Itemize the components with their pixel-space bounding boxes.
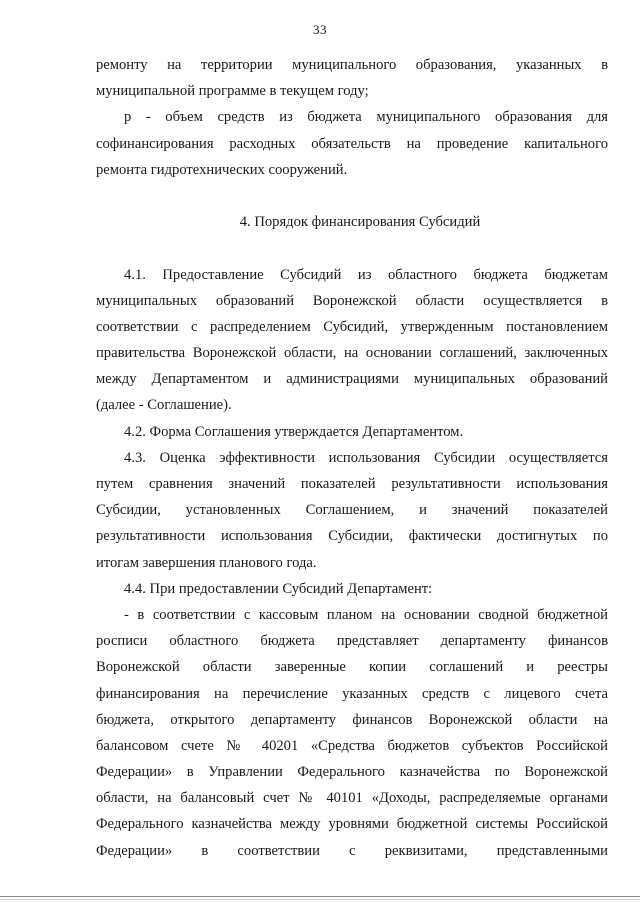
text-line: ремонту на территории муниципального образования, указанных в (96, 57, 608, 73)
text-line: софинансирования расходных обязательств на проведение капитального (96, 135, 608, 152)
text-line: 4.1. Предоставление Субсидий из областного бюджета бюджетам (124, 266, 608, 283)
document-body (96, 52, 608, 864)
text-line: Федерации» в Управлении Федерального казначейства по Воронежской (96, 764, 608, 781)
bottom-edge-line (0, 899, 640, 900)
text-line: Воронежской области заверенные копии соглашений и реестры (96, 659, 608, 676)
text-line: финансирования на перечисление указанных средств с лицевого счета (96, 685, 608, 702)
text-line: между Департаментом и администрациями муниципальных образований (96, 371, 608, 388)
text-line: Субсидии, установленных Соглашением, и значений показателей (96, 502, 608, 519)
text-line: муниципальных образований Воронежской области осуществляется в (96, 292, 608, 309)
text-line: Федерации» в соответствии с реквизитами, представленными (96, 842, 608, 859)
bottom-edge-line (0, 896, 640, 897)
text-line: 4.3. Оценка эффективности использования Субсидии осуществляется (124, 449, 608, 466)
page-number: 33 (313, 22, 327, 37)
text-line: (далее - Соглашение). (96, 397, 232, 414)
text-line: Федерального казначейства между уровнями бюджетной системы Российской (96, 816, 608, 833)
text-line: р - объем средств из бюджета муниципального образования для (124, 109, 608, 126)
text-line: правительства Воронежской области, на основании соглашений, заключенных (96, 345, 608, 362)
text-line: ремонта гидротехнических сооружений. (96, 161, 348, 178)
text-line: муниципальной программе в текущем году; (96, 83, 369, 100)
text-line: - в соответствии с кассовым планом на основании сводной бюджетной (124, 606, 608, 623)
text-line: области, на балансовый счет № 40101 «Доходы, распределяемые органами (96, 790, 608, 807)
section-heading: 4. Порядок финансирования Субсидий (239, 214, 481, 231)
text-line: 4.2. Форма Соглашения утверждается Департаментом. (124, 423, 464, 440)
text-line: результативности использования Субсидии, фактически достигнутых по (96, 528, 608, 545)
text-line: росписи областного бюджета представляет департаменту финансов (96, 633, 608, 650)
text-line: бюджета, открытого департаменту финансов Воронежской области на (96, 711, 608, 728)
text-line: итогам завершения планового года. (96, 554, 317, 571)
text-line: путем сравнения значений показателей результативности использования (96, 476, 608, 492)
text-line: соответствии с распределением Субсидий, утвержденным постановлением (96, 318, 608, 335)
text-line: 4.4. При предоставлении Субсидий Департамент: (124, 580, 433, 597)
text-line: балансовом счете № 40201 «Средства бюджетов субъектов Российской (96, 737, 608, 754)
